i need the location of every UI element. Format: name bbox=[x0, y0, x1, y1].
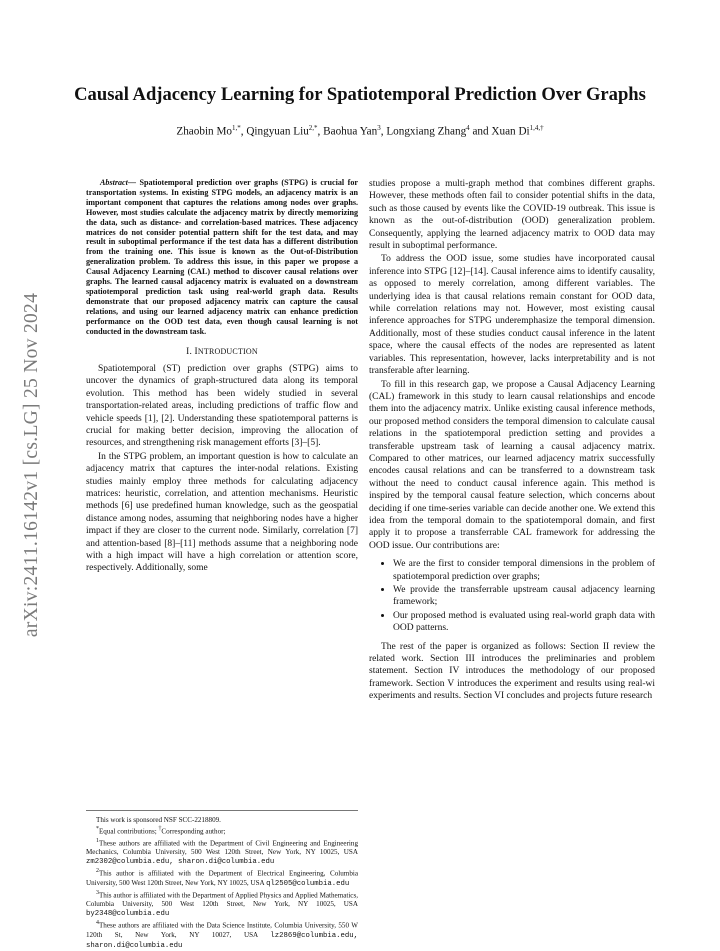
footnote-affiliation bbox=[86, 867, 358, 889]
author-name: Baohua Yan bbox=[323, 125, 378, 138]
footnote-text: Corresponding author; bbox=[161, 827, 226, 836]
footnote-affiliation bbox=[86, 837, 358, 868]
footnote-email: zm2302@columbia.edu, sharon.di@columbia.edu bbox=[86, 858, 275, 867]
author-separator: and bbox=[469, 125, 492, 138]
footnote-text: These authors are affiliated with the Data Science Institute, Columbia University, 550 W 120th St, New York, NY 10027, USA bbox=[86, 921, 358, 939]
intro-paragraph: In the STPG problem, an important question is how to calculate an adjacency matrix that captures the inter-nodal relations. Existing studies mainly employ three methods for calculating adjacency matrices: heuristic, correlation, and attention mechanisms. Heuristic methods [6] use predefined human knowledge, such as the geospatial distance among nodes, assuming that neighboring nodes have a higher impact if they are closer to the current node. Similarly, correlation [7] and attention-based [8]–[11] methods assume that a neighboring node with a high impact will have a high correlation or attention score, respectively. Additionally, some bbox=[86, 451, 358, 574]
abstract-text: Spatiotemporal prediction over graphs (STPG) is crucial for transportation systems. In existing STPG models, an adjacency matrix is an important component that captures the relations among nodes over graphs. However, most studies calculate the adjacency matrix by directly memorizing the data, such as distance- and correlation-based matrices. These adjacency matrices do not consider potential pattern shift for the test data, and may result in suboptimal performance if the test data has a different distribution from the training one. This issue is known as the Out-of-Distribution generalization problem. To address this issue, in this paper we propose a Causal Adjacency Learning (CAL) method to discover causal relations over graphs. The learned causal adjacency matrix is evaluated on a downstream spatiotemporal prediction task using real-world graph data. Results demonstrate that our proposed adjacency matrix can capture the causal relations, and using our learned adjacency matrix can enhance prediction performance on the OOD test data, even though causal learning is not conducted in the downstream task. bbox=[86, 178, 358, 336]
author-name: Zhaobin Mo bbox=[176, 125, 232, 138]
abstract bbox=[86, 178, 358, 337]
footnote-email: ql2505@columbia.edu bbox=[266, 879, 350, 888]
author-affiliation-mark: 1,4,† bbox=[529, 124, 544, 132]
author-list bbox=[60, 124, 660, 138]
footnote-email: by2348@columbia.edu bbox=[86, 910, 170, 919]
author-affiliation-mark: 1,* bbox=[231, 124, 241, 132]
author-affiliation-mark: 4 bbox=[466, 124, 470, 132]
intro-paragraph: To fill in this research gap, we propose a Causal Adjacency Learning (CAL) framework in this study to learn causal relationships and encode them into the adjacency matrix. Unlike existing causal inference methods, our proposed method considers the temporal dimension to calculate causal relations in the spatiotemporal prediction setting and provides a transferable upstream task of learning a causal adjacency matrix. Compared to other matrices, our learned adjacency matrix successfully encodes causal relations and can be transferred to a downstream task without the need to conduct causal inference again. This method is inspired by the temporal causal feature selection, which concerns about deciding if one time-series variable can decide another one. We extend this idea from the temporal domain to the spatiotemporal domain, and first apply it to propose a transferrable CAL framework for addressing the OOD issue. Our contributions are: bbox=[369, 379, 655, 551]
right-column bbox=[369, 178, 655, 703]
author-name: Longxiang Zhang bbox=[386, 125, 467, 138]
paper-title: Causal Adjacency Learning for Spatiotemporal Prediction Over Graphs bbox=[74, 84, 646, 105]
footnote-mark: 1 bbox=[96, 837, 99, 844]
abstract-dash: — bbox=[127, 178, 140, 187]
footnote-mark: † bbox=[158, 826, 162, 833]
intro-paragraph: The rest of the paper is organized as follows: Section II review the related work. Section III introduces the preliminaries and problem statement. Section IV introduces the methodology of our proposed framework. Section V introduces the experiment and results using real-wi experiments and results. Section VI concludes and projects future research bbox=[369, 641, 655, 702]
contributions-list bbox=[369, 557, 655, 634]
footnote-email: lz2869@columbia.edu, sharon.di@columbia.edu bbox=[86, 931, 358, 950]
section-heading-introduction bbox=[86, 346, 358, 358]
footnote-mark: 2 bbox=[96, 868, 99, 875]
footnote-contributions bbox=[86, 825, 358, 836]
footnote-affiliation bbox=[86, 889, 358, 920]
author-affiliation-mark: 3 bbox=[377, 124, 381, 132]
abstract-label: Abstract bbox=[100, 178, 128, 187]
contribution-item: • We are the first to consider temporal dimensions in the problem of spatiotemporal prediction over graphs; bbox=[393, 557, 655, 583]
section-heading-rest: NTRODUCTION bbox=[197, 346, 258, 356]
footnote-mark: 3 bbox=[96, 889, 99, 896]
contribution-item: • We provide the transferrable upstream causal adjacency learning framework; bbox=[393, 583, 655, 609]
footnote-text: Equal contributions; bbox=[98, 827, 159, 836]
contribution-item: • Our proposed method is evaluated using real-world graph data with OOD patterns. bbox=[393, 609, 655, 635]
footnote-text: This author is affiliated with the Department of Electrical Engineering, Columbia University, 500 West 120th Street, New York, NY 10025, USA bbox=[86, 869, 358, 887]
footnote-mark: * bbox=[96, 826, 99, 833]
left-column bbox=[86, 178, 358, 575]
intro-paragraph: Spatiotemporal (ST) prediction over graphs (STPG) aims to uncover the dynamics of graph-structured data along its temporal evolution. This method has been widely studied in several transportation-related areas, including predictions of traffic flow and vehicle speeds [1], [2]. Understanding these spatiotemporal patterns is crucial for making better decision, improving the allocation of resources, and strengthening risk management efforts [3]–[5]. bbox=[86, 363, 358, 449]
footnote-text: These authors are affiliated with the Department of Civil Engineering and Engineering Mechanics, Columbia University, 500 West 120th Street, New York, NY 10025, USA bbox=[86, 838, 358, 856]
intro-paragraph: To address the OOD issue, some studies have incorporated causal inference into STPG [12]–[14]. Causal inference aims to identify causality, as opposed to merely correlation, among different variables. The underlying idea is that causal relations remain constant for OOD data, while correlation relations may not. However, most existing causal inference approaches for STPG underemphasize the temporal dimension. Additionally, most of these studies conduct causal inference in the latent space, where the causal effects of the nodes are represented as latent variables. This representation, however, lacks interpretability and is not transferable after learning. bbox=[369, 254, 655, 377]
section-heading-initial: I bbox=[194, 346, 198, 357]
footnote-affiliation bbox=[86, 919, 358, 951]
author-separator: , bbox=[317, 125, 324, 138]
author-name: Xuan Di bbox=[491, 125, 530, 138]
author-affiliation-mark: 2,* bbox=[308, 124, 318, 132]
arxiv-id: arXiv:2411.16142v1 [cs.LG] 25 Nov 2024 bbox=[21, 292, 42, 638]
footnote-text: This author is affiliated with the Department of Applied Physics and Applied Mathematics, Columbia University, 500 West 120th Street, New York, NY 10025, USA bbox=[86, 891, 358, 909]
arxiv-sidebar-stamp bbox=[8, 245, 56, 685]
author-name: Qingyuan Liu bbox=[246, 125, 309, 138]
author-separator: , bbox=[240, 125, 247, 138]
author-separator: , bbox=[380, 125, 387, 138]
section-numeral: I. bbox=[186, 346, 195, 357]
intro-paragraph: studies propose a multi-graph method that combines different graphs. However, these methods often fail to consider potential shifts in the data, such as those caused by events like the COVID-19 outbreak. This issue is known as the out-of-distribution (OOD) generalization problem. Consequently, applying the learned adjacency matrix to OOD data may result in suboptimal performance. bbox=[369, 179, 655, 252]
footnote-sponsor: This work is sponsored NSF SCC-2218809. bbox=[96, 816, 221, 824]
footnotes bbox=[86, 810, 358, 951]
footnote-mark: 4 bbox=[96, 920, 99, 927]
